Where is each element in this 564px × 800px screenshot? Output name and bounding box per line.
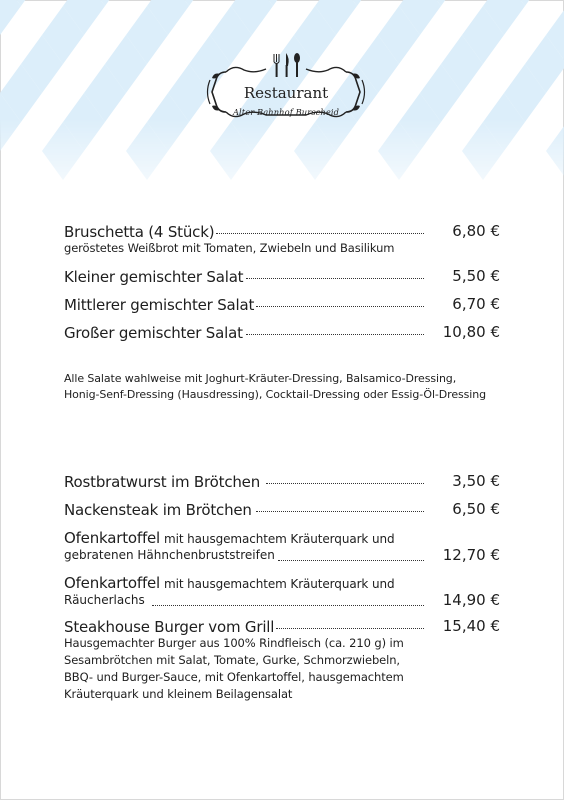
item-name: Großer gemischter Salat [64,324,243,342]
menu-item [64,472,500,492]
item-name: Rostbratwurst im Brötchen [64,473,261,491]
item-name: Bruschetta (4 Stück) [64,223,215,241]
fork-icon [274,54,279,77]
item-price: 6,50 € [452,500,500,518]
item-description-line [64,548,500,565]
pattern-diamond [0,0,21,35]
item-name: Nackensteak im Brötchen [64,501,252,519]
menu-item [64,617,500,703]
dot-leader [246,334,424,335]
item-description-line [64,593,500,610]
spoon-icon [294,53,300,77]
item-description [64,635,500,703]
item-description: geröstetes Weißbrot mit Tomaten, Zwiebeln und Basilikum [64,241,395,255]
dot-leader [256,306,424,307]
salad-dressing-note [64,371,504,403]
dot-leader [246,278,424,279]
logo-subtitle: Alter Bahnhof Burscheid [232,107,340,117]
item-description-line: Hausgemachter Burger aus 100% Rindfleisch (ca. 210 g) im [64,636,404,650]
menu-item [64,573,500,610]
item-price: 10,80 € [442,323,500,341]
menu-item [64,323,500,343]
item-name: Ofenkartoffel [64,529,161,547]
restaurant-logo [204,52,368,132]
pattern-diamond [546,122,564,180]
menu-item [64,528,500,565]
item-description-line: Sesambrötchen mit Salat, Tomate, Gurke, Schmorzwiebeln, [64,653,400,667]
item-inline-description: mit hausgemachtem Kräuterquark und [164,577,395,591]
dot-leader [256,511,424,512]
item-price: 14,90 € [442,591,500,609]
item-price: 3,50 € [452,472,500,490]
menu-item [64,500,500,520]
item-description: Räucherlachs [64,593,145,607]
dot-leader [266,483,424,484]
item-name: Kleiner gemischter Salat [64,268,244,286]
note-line: Alle Salate wahlweise mit Joghurt-Kräuter-Dressing, Balsamico-Dressing, [64,372,457,385]
item-price: 6,80 € [452,222,500,240]
item-description-line: Kräuterquark und kleinem Beilagensalat [64,687,293,701]
item-inline-description: mit hausgemachtem Kräuterquark und [164,532,395,546]
knife-icon [286,53,289,77]
logo-title: Restaurant [243,84,329,102]
item-price: 6,70 € [452,295,500,313]
menu-item [64,295,500,315]
item-name: Mittlerer gemischter Salat [64,296,255,314]
item-price: 12,70 € [442,546,500,564]
item-price: 15,40 € [442,617,500,635]
dot-leader [278,560,424,561]
dot-leader [216,233,424,234]
dot-leader [152,605,424,606]
item-name: Steakhouse Burger vom Grill [64,618,275,636]
item-description: gebratenen Hähnchenbruststreifen [64,548,275,562]
dot-leader [276,628,424,629]
item-name: Ofenkartoffel [64,574,161,592]
note-line: Honig-Senf-Dressing (Hausdressing), Cocktail-Dressing oder Essig-Öl-Dressing [64,388,486,401]
menu-item [64,267,500,287]
item-price: 5,50 € [452,267,500,285]
item-description-line: BBQ- und Burger-Sauce, mit Ofenkartoffel, hausgemachtem [64,670,404,684]
menu-item [64,222,500,257]
